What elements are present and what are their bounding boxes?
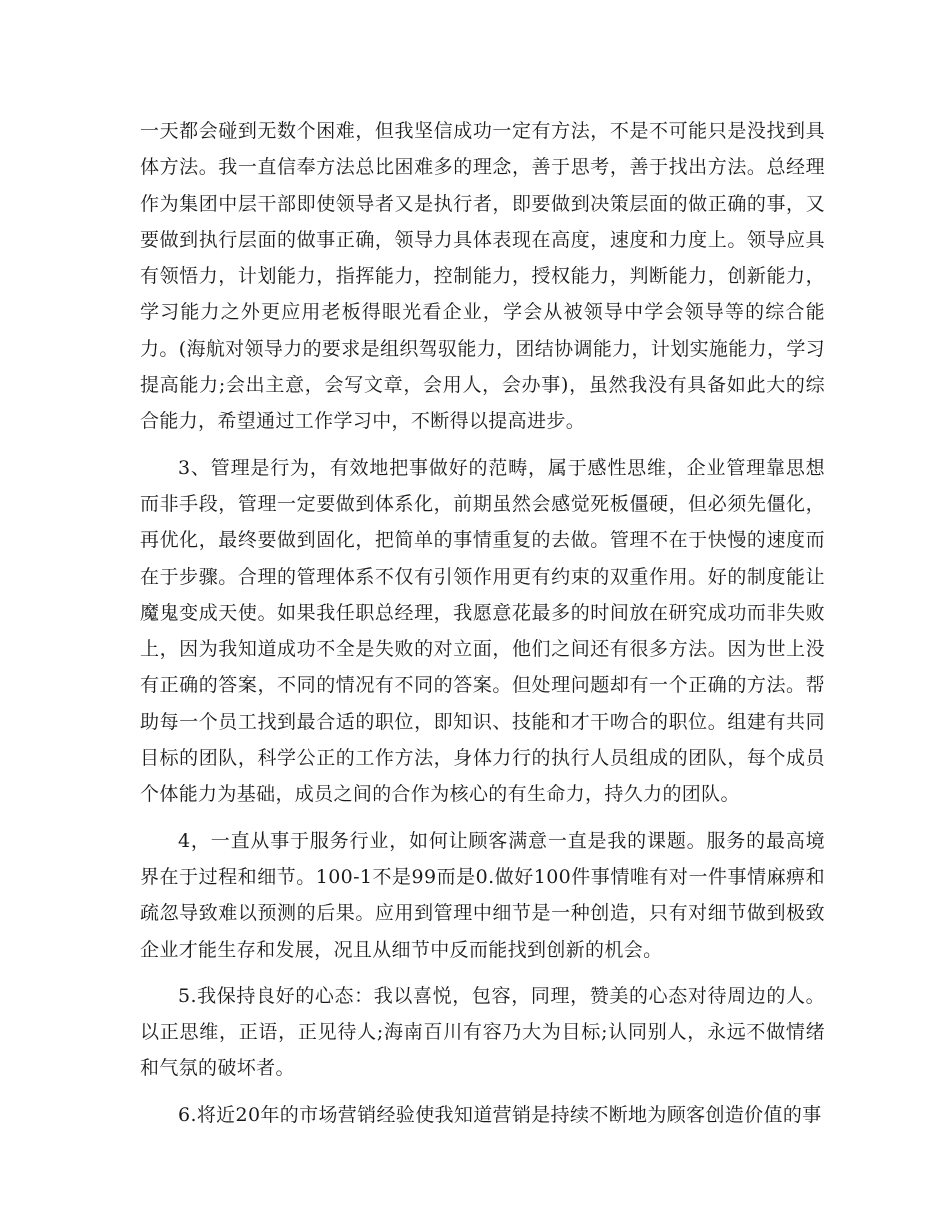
paragraph-attitude: 5.我保持良好的心态：我以喜悦，包容，同理，赞美的心态对待周边的人。以正思维，正语，正见待人;海南百川有容乃大为目标;认同别人，永远不做情绪和气氛的破坏者。	[140, 984, 825, 1080]
paragraph-service: 4，一直从事于服务行业，如何让顾客满意一直是我的课题。服务的最高境界在于过程和细节。100-1不是99而是0.做好100件事情唯有对一件事情麻痹和疏忽导致难以预测的后果。应用到管理中细节是一种创造，只有对细节做到极致企业才能生存和发展，况且从细节中反而能找到创新的机会。	[140, 829, 825, 961]
document-body	[140, 113, 825, 1143]
paragraph-management: 3、管理是行为，有效地把事做好的范畴，属于感性思维，企业管理靠思想而非手段，管理一定要做到体系化，前期虽然会感觉死板僵硬，但必须先僵化，再优化，最终要做到固化，把简单的事情重复的去做。管理不在于快慢的速度而在于步骤。合理的管理体系不仅有引领作用更有约束的双重作用。好的制度能让魔鬼变成天使。如果我任职总经理，我愿意花最多的时间放在研究成功而非失败上，因为我知道成功不全是失败的对立面，他们之间还有很多方法。因为世上没有正确的答案，不同的情况有不同的答案。但处理问题却有一个正确的方法。帮助每一个员工找到最合适的职位，即知识、技能和才干吻合的职位。组建有共同目标的团队，科学公正的工作方法，身体力行的执行人员组成的团队，每个成员个体能力为基础，成员之间的合作为核心的有生命力，持久力的团队。	[140, 456, 825, 806]
paragraph-leadership: 一天都会碰到无数个困难，但我坚信成功一定有方法，不是不可能只是没找到具体方法。我一直信奉方法总比困难多的理念，善于思考，善于找出方法。总经理作为集团中层干部即使领导者又是执行者，即要做到决策层面的做正确的事，又要做到执行层面的做事正确，领导力具体表现在高度，速度和力度上。领导应具有领悟力，计划能力，指挥能力，控制能力，授权能力，判断能力，创新能力，学习能力之外更应用老板得眼光看企业，学会从被领导中学会领导等的综合能力。(海航对领导力的要求是组织驾驭能力，团结协调能力，计划实施能力，学习提高能力;会出主意，会写文章，会用人，会办事)，虽然我没有具备如此大的综合能力，希望通过工作学习中，不断得以提高进步。	[140, 120, 826, 433]
paragraph-marketing: 6.将近20年的市场营销经验使我知道营销是持续不断地为顾客创造价值的事	[178, 1103, 822, 1126]
